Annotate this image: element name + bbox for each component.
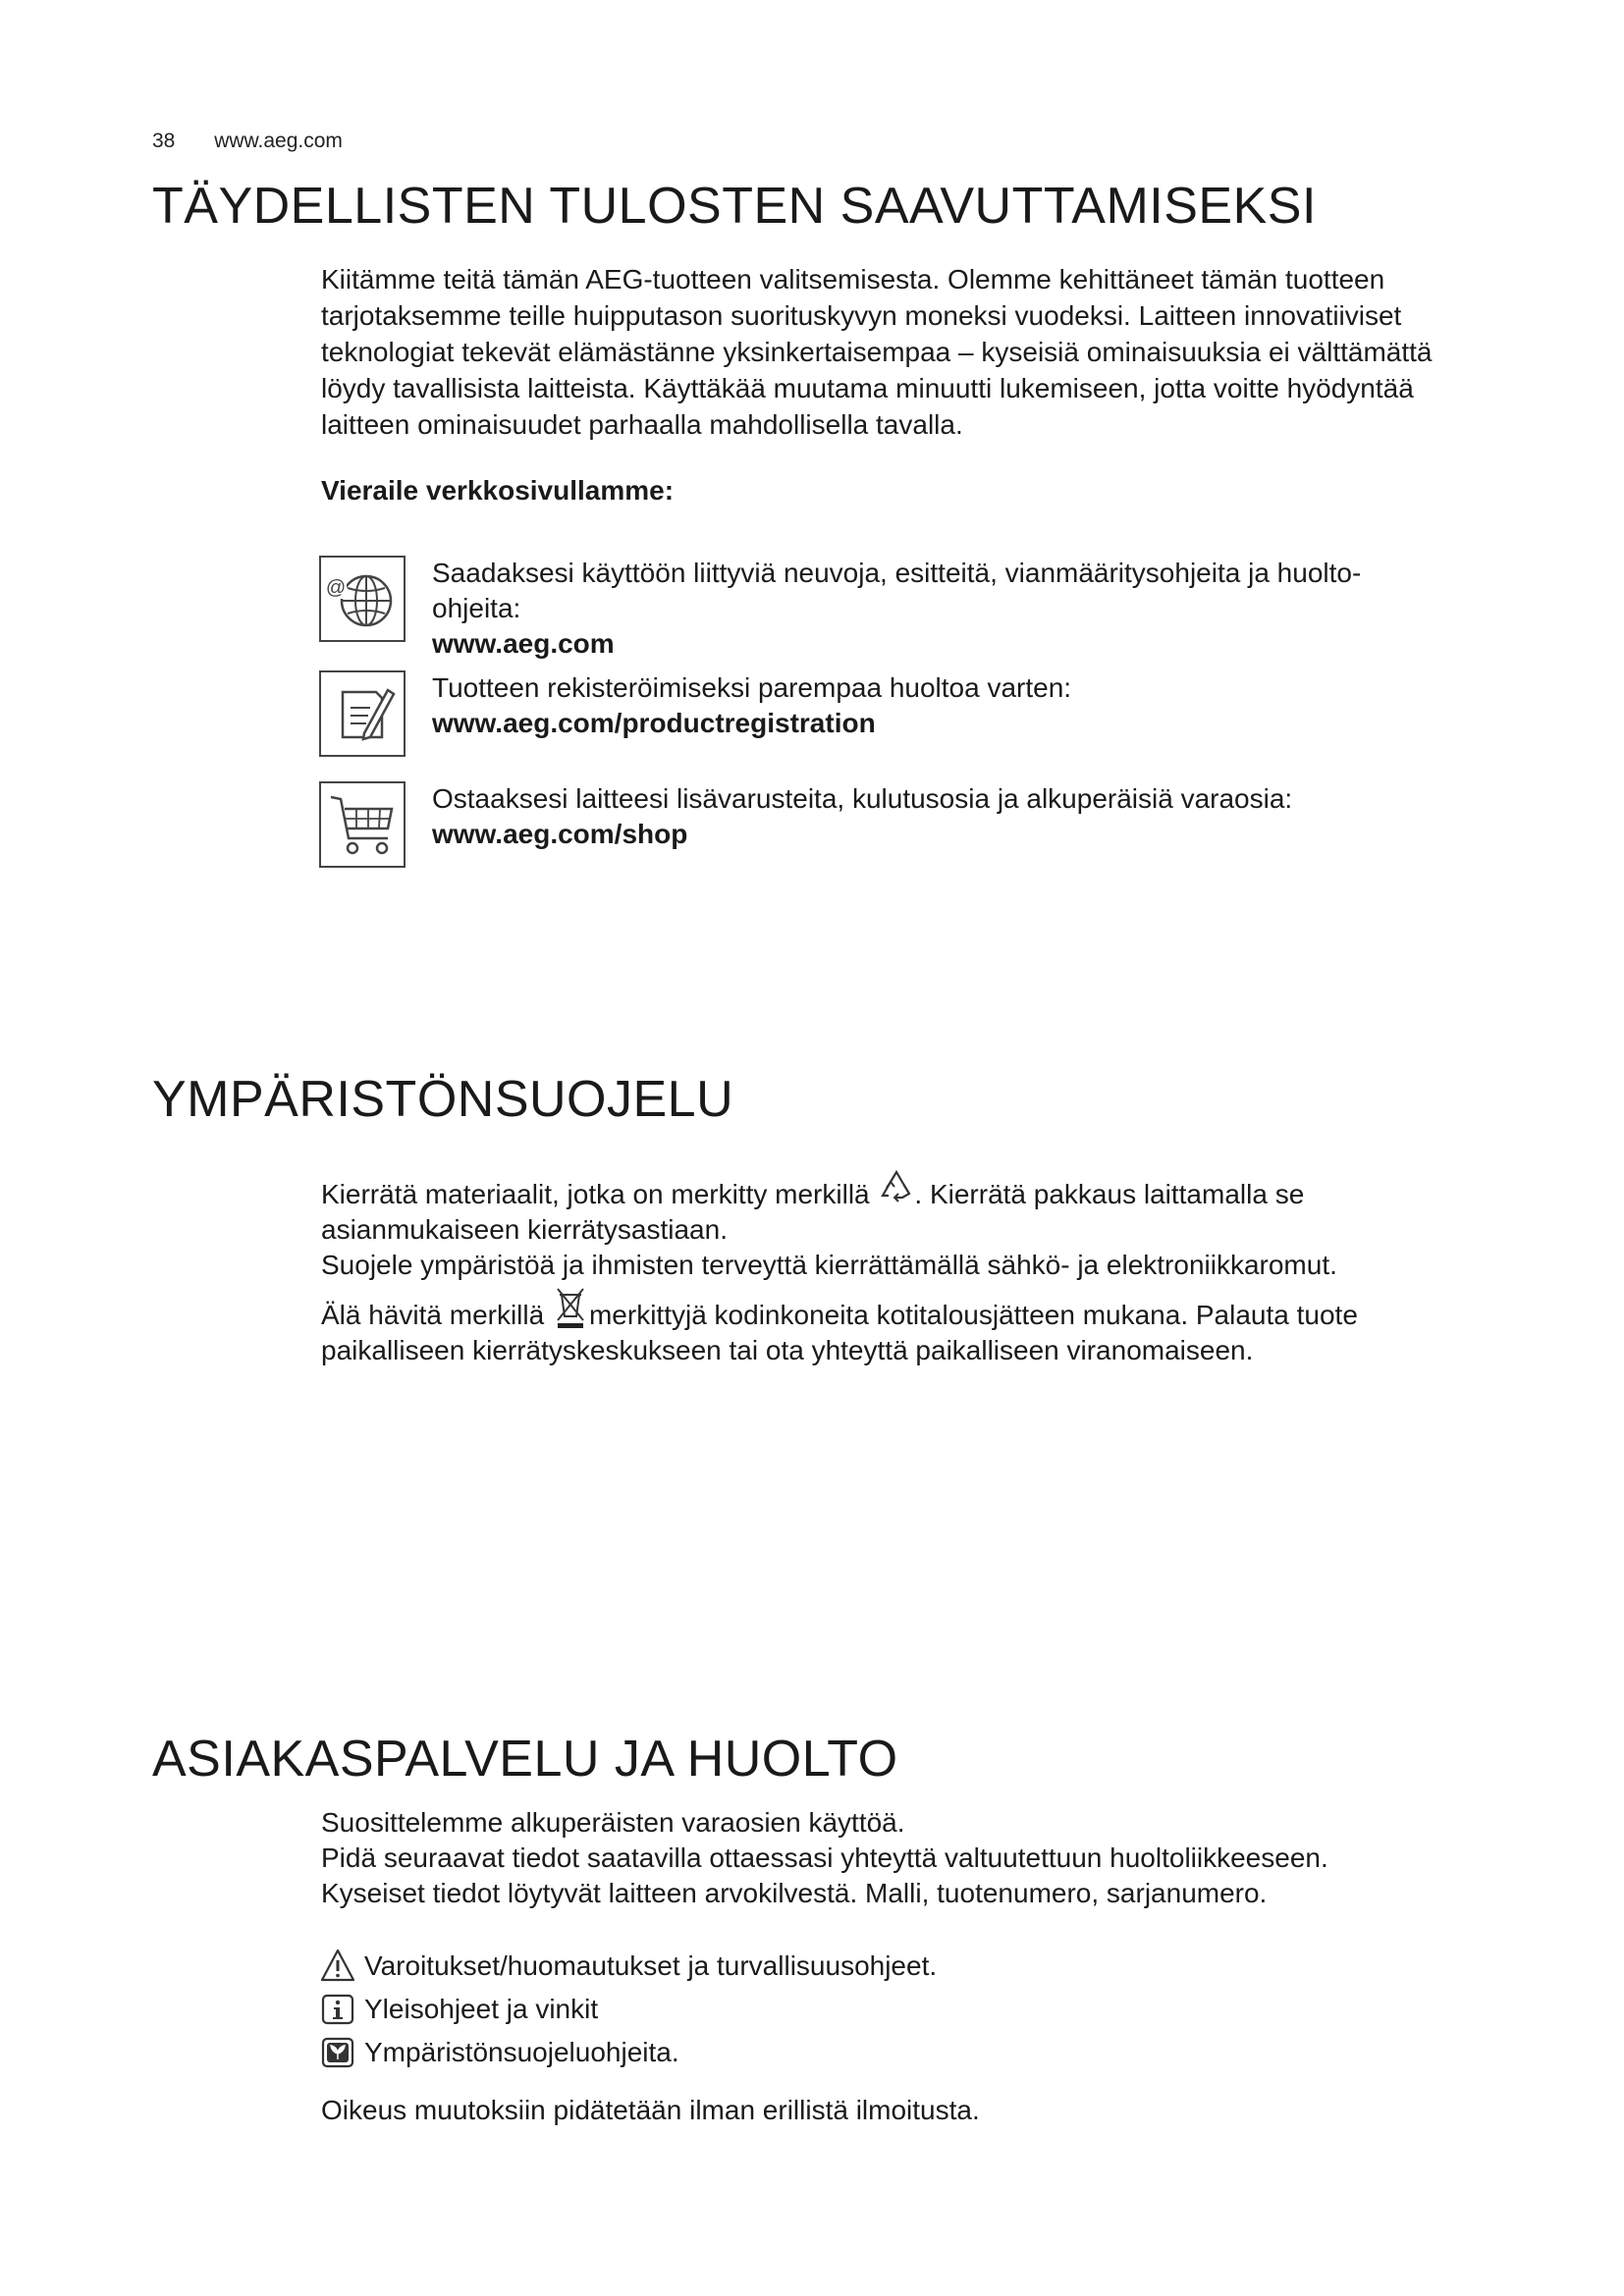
- weee-text: Suojele ympäristöä ja ihmisten terveyttä kierrättämällä sähkö- ja elektroniikkaromut.: [321, 1250, 1337, 1280]
- support-url-link[interactable]: www.aeg.com: [432, 628, 615, 659]
- recycle-text: . Kierrätä pakkaus laittamalla se: [914, 1179, 1305, 1209]
- legend-item-info: [319, 1988, 937, 2031]
- globe-icon: [319, 556, 406, 642]
- intro-line: teknologiat tekevät elämästänne yksinkertaisempaa – kyseisiä ominaisuuksia ei välttämättä: [321, 337, 1433, 367]
- link-row-support: [319, 556, 1546, 659]
- service-line: Kyseiset tiedot löytyvät laitteen arvokilvestä. Malli, tuotenumero, sarjanumero.: [321, 1878, 1268, 1908]
- legend-item-environment: [319, 2031, 937, 2074]
- recycle-icon: [877, 1166, 914, 1209]
- registration-url-link[interactable]: www.aeg.com/productregistration: [432, 708, 876, 738]
- service-line: Pidä seuraavat tiedot saatavilla ottaessasi yhteyttä valtuutettuun huoltoliikkeeseen.: [321, 1842, 1328, 1873]
- recycle-text: Kierrätä materiaalit, jotka on merkitty merkillä: [321, 1179, 870, 1209]
- legend-label: Yleisohjeet ja vinkit: [364, 1994, 599, 2024]
- symbol-legend: [319, 1945, 937, 2074]
- warning-icon: [319, 1948, 356, 1985]
- intro-line: tarjotaksemme teille huipputason suorituskyvyn moneksi vuodeksi. Laitteen innovatiiviset: [321, 300, 1402, 331]
- intro-paragraph: [321, 261, 1529, 443]
- visit-heading: Vieraile verkkosivullamme:: [321, 475, 675, 506]
- page-number: 38: [152, 130, 176, 152]
- environment-icon: [319, 2034, 356, 2071]
- section-title-customer-service: ASIAKASPALVELU JA HUOLTO: [152, 1731, 898, 1788]
- link-description: ohjeita:: [432, 593, 521, 623]
- legend-label: Ympäristönsuojeluohjeita.: [364, 2037, 679, 2067]
- crossed-bin-icon: [552, 1287, 589, 1330]
- shop-url-link[interactable]: www.aeg.com/shop: [432, 819, 688, 849]
- link-row-shop: [319, 781, 1546, 872]
- page-header: [152, 130, 343, 153]
- link-description: Saadaksesi käyttöön liittyviä neuvoja, esitteitä, vianmääritysohjeita ja huolto-: [432, 558, 1362, 588]
- link-description: Ostaaksesi laitteesi lisävarusteita, kulutusosia ja alkuperäisiä varaosia:: [432, 783, 1293, 814]
- header-site-link[interactable]: www.aeg.com: [214, 130, 343, 152]
- intro-line: laitteen ominaisuudet parhaalla mahdollisella tavalla.: [321, 409, 963, 440]
- section-title-environment: YMPÄRISTÖNSUOJELU: [152, 1071, 734, 1128]
- disposal-text: paikalliseen kierrätyskeskukseen tai ota yhteyttä paikalliseen viranomaiseen.: [321, 1335, 1254, 1365]
- link-description: Tuotteen rekisteröimiseksi parempaa huoltoa varten:: [432, 672, 1072, 703]
- disposal-text: merkittyjä kodinkoneita kotitalousjätteen mukana. Palauta tuote: [588, 1300, 1358, 1330]
- disposal-text: Älä hävitä merkillä: [321, 1300, 545, 1330]
- svg-text:@: @: [325, 577, 347, 599]
- recycle-text: asianmukaiseen kierrätysastiaan.: [321, 1214, 728, 1245]
- service-line: Suosittelemme alkuperäisten varaosien käyttöä.: [321, 1807, 905, 1838]
- section-title-best-results: TÄYDELLISTEN TULOSTEN SAAVUTTAMISEKSI: [152, 178, 1317, 235]
- disclaimer: Oikeus muutoksiin pidätetään ilman erillistä ilmoitusta.: [321, 2095, 980, 2125]
- intro-line: Kiitämme teitä tämän AEG-tuotteen valitsemisesta. Olemme kehittäneet tämän tuotteen: [321, 264, 1385, 294]
- registration-icon: [319, 670, 406, 757]
- legend-item-warning: [319, 1945, 937, 1988]
- info-icon: [319, 1991, 356, 2028]
- legend-label: Varoitukset/huomautukset ja turvallisuusohjeet.: [364, 1950, 938, 1981]
- link-row-registration: [319, 670, 1546, 761]
- environment-paragraph: [321, 1166, 1529, 1368]
- service-paragraph: [321, 1805, 1529, 1911]
- shopping-cart-icon: [319, 781, 406, 868]
- intro-line: löydy tavallisista laitteista. Käyttäkää muutama minuutti lukemiseen, jotta voitte hyödyntää: [321, 373, 1414, 403]
